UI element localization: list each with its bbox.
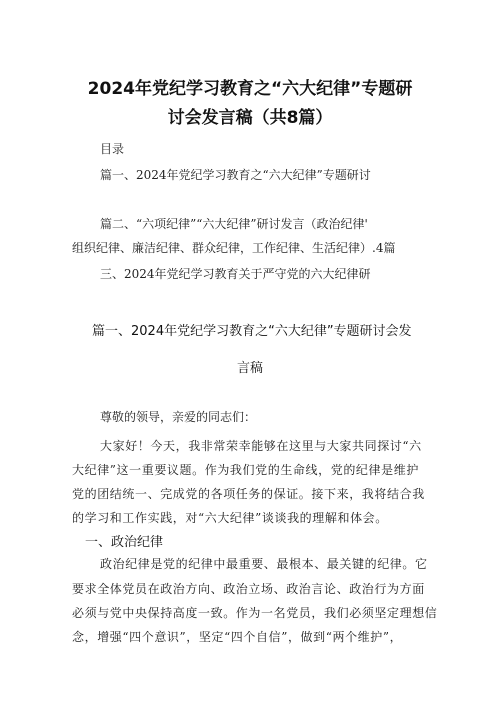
paragraph-1-line-3: 党的团结统一、完成党的各项任务的保证。接下来，我将结合我 [72, 487, 425, 501]
salutation: 尊敬的领导，亲爱的同志们： [100, 410, 257, 424]
paragraph-2-line-3: 必须与党中央保持高度一致。作为一名党员，我们必须坚定理想信 [72, 606, 438, 620]
section-title-line-2: 言稿 [236, 361, 263, 376]
toc-heading: 目录 [100, 142, 125, 156]
subheading-political-discipline: 一、政治纪律 [85, 535, 164, 550]
paragraph-2-line-2: 要求全体党员在政治方向、政治立场、政治言论、政治行为方面 [72, 582, 425, 596]
toc-item-2-line-2: 组织纪律、廉洁纪律、群众纪律，工作纪律、生活纪律）.4篇 [72, 241, 396, 255]
toc-item-3: 三、2024年党纪学习教育关于严守党的六大纪律研 [100, 267, 371, 281]
document-title-line-1: 2024年党纪学习教育之“六大纪律”专题研 [87, 79, 413, 99]
paragraph-2-line-4: 念，增强“四个意识”，坚定“四个自信”，做到“两个维护”， [72, 630, 403, 644]
paragraph-1-line-1: 大家好！今天，我非常荣幸能够在这里与大家共同探讨“六 [100, 439, 422, 453]
document-title-line-2: 讨会发言稿（共8篇） [167, 108, 333, 128]
paragraph-2-line-1: 政治纪律是党的纪律中最重要、最根本、最关键的纪律。它 [100, 557, 428, 571]
paragraph-1-line-2: 大纪律”这一重要议题。作为我们党的生命线，党的纪律是维护 [72, 463, 419, 477]
toc-item-1: 篇一、2024年党纪学习教育之“六大纪律”专题研讨 [100, 168, 371, 182]
toc-item-2-line-1: 篇二、“六项纪律”“六大纪律”研讨发言（政治纪律' [100, 217, 368, 231]
section-title-line-1: 篇一、2024年党纪学习教育之“六大纪律”专题研讨会发 [92, 324, 412, 339]
paragraph-1-line-4: 的学习和工作实践，对“六大纪律”谈谈我的理解和体会。 [72, 511, 388, 525]
